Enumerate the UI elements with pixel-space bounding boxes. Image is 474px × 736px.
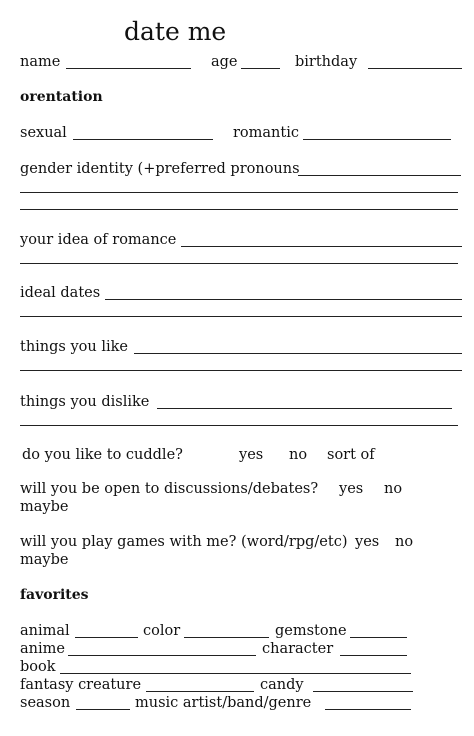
debates-maybe-option[interactable]: maybe — [20, 499, 69, 515]
anime-field[interactable] — [68, 655, 256, 656]
cuddle-sort-of-option[interactable]: sort of — [327, 447, 375, 463]
dislikes-label: things you dislike — [20, 394, 150, 410]
sexual-label: sexual — [20, 125, 67, 141]
age-field[interactable] — [241, 68, 280, 69]
dislikes-field[interactable] — [157, 408, 452, 409]
fantasy-creature-label: fantasy creature — [20, 677, 142, 693]
romance-line-2[interactable] — [20, 263, 458, 264]
cuddle-yes-option[interactable]: yes — [239, 447, 264, 463]
ideal-dates-field[interactable] — [105, 299, 462, 300]
gender-identity-label: gender identity (+preferred pronouns — [20, 161, 300, 177]
animal-label: animal — [20, 623, 70, 639]
animal-field[interactable] — [75, 637, 138, 638]
games-yes-option[interactable]: yes — [355, 534, 380, 550]
romance-field[interactable] — [181, 246, 462, 247]
candy-field[interactable] — [313, 691, 413, 692]
dislikes-line-2[interactable] — [20, 425, 458, 426]
book-label: book — [20, 659, 56, 675]
orientation-heading: orentation — [20, 89, 103, 105]
debates-question: will you be open to discussions/debates? — [20, 481, 319, 497]
anime-label: anime — [20, 641, 65, 657]
music-field[interactable] — [325, 709, 411, 710]
gender-identity-field[interactable] — [298, 175, 461, 176]
book-field[interactable] — [60, 673, 411, 674]
romance-label: your idea of romance — [20, 232, 177, 248]
season-field[interactable] — [76, 709, 130, 710]
likes-label: things you like — [20, 339, 128, 355]
name-label: name — [20, 54, 61, 70]
gemstone-field[interactable] — [350, 637, 407, 638]
character-field[interactable] — [340, 655, 407, 656]
games-question: will you play games with me? (word/rpg/etc) — [20, 534, 348, 550]
games-no-option[interactable]: no — [395, 534, 414, 550]
gemstone-label: gemstone — [275, 623, 347, 639]
romantic-field[interactable] — [303, 139, 451, 140]
name-field[interactable] — [66, 68, 191, 69]
season-label: season — [20, 695, 71, 711]
fantasy-creature-field[interactable] — [146, 691, 254, 692]
ideal-dates-line-2[interactable] — [20, 316, 462, 317]
candy-label: candy — [260, 677, 304, 693]
gender-identity-line-2[interactable] — [20, 192, 458, 193]
cuddle-no-option[interactable]: no — [289, 447, 308, 463]
birthday-field[interactable] — [368, 68, 462, 69]
romantic-label: romantic — [233, 125, 299, 141]
sexual-field[interactable] — [73, 139, 213, 140]
likes-field[interactable] — [134, 353, 462, 354]
color-field[interactable] — [184, 637, 269, 638]
gender-identity-line-3[interactable] — [20, 209, 458, 210]
music-label: music artist/band/genre — [135, 695, 312, 711]
debates-no-option[interactable]: no — [384, 481, 403, 497]
character-label: character — [262, 641, 334, 657]
likes-line-2[interactable] — [20, 370, 462, 371]
page-title: date me — [124, 17, 227, 46]
age-label: age — [211, 54, 238, 70]
birthday-label: birthday — [295, 54, 358, 70]
cuddle-question: do you like to cuddle? — [22, 447, 183, 463]
debates-yes-option[interactable]: yes — [339, 481, 364, 497]
ideal-dates-label: ideal dates — [20, 285, 101, 301]
favorites-heading: favorites — [20, 587, 89, 603]
games-maybe-option[interactable]: maybe — [20, 552, 69, 568]
color-label: color — [143, 623, 181, 639]
